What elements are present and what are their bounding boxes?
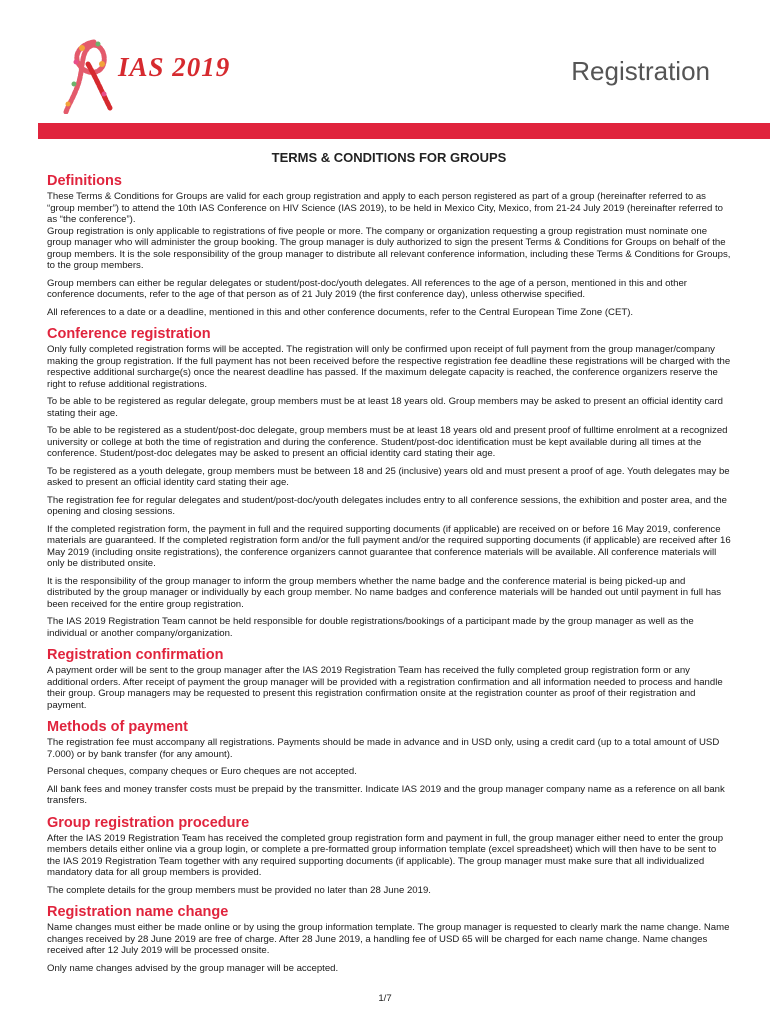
section-heading: Conference registration: [47, 326, 211, 342]
document-body: [47, 150, 731, 980]
section-registration-name-change: [47, 904, 731, 974]
paragraph: A payment order will be sent to the group manager after the IAS 2019 Registration Team has received the fully completed group registration form or any additional orders. After receipt of payment the group manager will be provided with a registration confirmation and all information needed to process and handle their group. Group managers may be requested to present this registration confirmation onsite at the registration counter as proof of their registration and payment.: [47, 665, 723, 711]
paragraph: Group members can either be regular delegates or student/post-doc/youth delegates. All references to the age of a person, mentioned in this and other conference documents, refer to the age of that person as of 21 July 2019 (the first conference day), unless otherwise specified.: [47, 277, 687, 300]
paragraph: All references to a date or a deadline, mentioned in this and other conference documents, refer to the Central European Time Zone (CET).: [47, 306, 634, 318]
paragraph: After the IAS 2019 Registration Team has received the completed group registration form and payment in full, the group manager either need to enter the group members details either online via a group login, or complete a pre-formatted group information template (excel spreadsheet) which will then have to be sent to the IAS 2019 Registration Team together with any required supporting documents (if applicable). The group manager must make sure that all individualized mandatory data for all group members is provided.: [47, 832, 724, 878]
logo-text: IAS 2019: [118, 52, 231, 82]
paragraph: Group registration is only applicable to registrations of five people or more. The company or organization requesting a group registration must nominate one group manager who will administer the group booking. The group manager is duly authorized to sign the present Terms & Conditions for Groups on behalf of the group members. It is the sole responsibility of the group manager to distribute all relevant conference information, including these Terms & Conditions for Groups, to the group members.: [47, 225, 731, 271]
section-conference-registration: [47, 326, 731, 639]
document-title: TERMS & CONDITIONS FOR GROUPS: [271, 150, 507, 165]
section-heading: Registration confirmation: [47, 647, 224, 663]
paragraph: All bank fees and money transfer costs must be prepaid by the transmitter. Indicate IAS 2019 and the group manager company name as a reference on all bank transfers.: [47, 783, 725, 806]
section-heading: Group registration procedure: [47, 814, 250, 831]
paragraph: The registration fee must accompany all registrations. Payments should be made in advance and in USD only, using a credit card (up to a total amount of USD 7.000) or by bank transfer (for any amount).: [47, 737, 720, 760]
paragraph: To be able to be registered as a student/post-doc delegate, group members must be at least 18 years old and present proof of fulltime enrolment at a recognized university or college at both the time of registration and during the conference. Student/post-doc identification must be kept available during all times at the conference. Student/post-doc delegates may be asked to present an official identity card stating their age.: [47, 425, 728, 459]
paragraph: It is the responsibility of the group manager to inform the group members whether the name badge and the conference material is being picked-up and distributed by the group manager or individually by each group member. No name badges and conference materials will be handed out until payment in full has been received for the entire group registration.: [47, 575, 722, 610]
section-registration-confirmation: [47, 647, 731, 711]
paragraph: The registration fee for regular delegates and student/post-doc/youth delegates includes entry to all conference sessions, the exhibition and poster area, and the opening and closing sessions.: [47, 494, 727, 517]
paragraph: The complete details for the group members must be provided no later than 28 June 2019.: [47, 884, 431, 896]
paragraph: Only name changes advised by the group manager will be accepted.: [47, 962, 339, 974]
section-heading: Methods of payment: [47, 719, 188, 735]
page-number: 1/7: [378, 993, 392, 1004]
section-methods-of-payment: [47, 719, 731, 807]
paragraph: These Terms & Conditions for Groups are valid for each group registration and apply to each person registered as part of a group (hereinafter referred to as “group member”) to attend the 10th IAS Conference on HIV Science (IAS 2019), to be held in Mexico City, Mexico, from 21-24 July 2019 (hereinafter referred to as “the conference”).: [47, 191, 723, 225]
paragraph: To be able to be registered as regular delegate, group members must be at least 18 years old. Group members may be asked to present an official identity card stating their age.: [47, 396, 724, 419]
paragraph: To be registered as a youth delegate, group members must be between 18 and 25 (inclusive) years old and must present a proof of age. Youth delegates may be asked to present an official identity card stating their age.: [47, 465, 730, 488]
paragraph: Name changes must either be made online or by using the group information template. The group manager is requested to clearly mark the name change. Name changes received by 28 June 2019 are free of charge. After 28 June 2019, a handling fee of USD 65 will be charged for each name change. Name changes received after 12 July 2019 will be processed onsite.: [47, 922, 730, 956]
paragraph: If the completed registration form, the payment in full and the required supporting documents (if applicable) are received on or before 16 May 2019, conference materials are guaranteed. If the completed registration form and/or the full payment and/or the required supporting documents (if applicable) are received after 16 May 2019 (including onsite registrations), the conference organizers cannot guarantee that conference materials will be available. All conference materials will only be distributed onsite.: [47, 523, 731, 569]
section-definitions: [47, 173, 731, 318]
paragraph: Personal cheques, company cheques or Euro cheques are not accepted.: [47, 766, 357, 777]
section-heading: Definitions: [47, 173, 122, 189]
section-heading: Registration name change: [47, 904, 229, 920]
section-group-registration-procedure: [47, 815, 731, 897]
header-divider-bar: [38, 123, 770, 139]
page-title: Registration: [571, 56, 710, 86]
paragraph: The IAS 2019 Registration Team cannot be held responsible for double registrations/bookings of a participant made by the group manager as well as the individual or another company/organization.: [47, 616, 694, 639]
paragraph: Only fully completed registration forms will be accepted. The registration will only be confirmed upon receipt of full payment from the group manager/company making the group registration. If the full payment has not been received before the respective registration fee deadline these registrations will be charged with the respective additional surcharge(s) once the nearest deadline has passed. If the maximum delegate capacity is reached, the conference organizers reserve the right to refuse additional registrations.: [47, 344, 731, 390]
